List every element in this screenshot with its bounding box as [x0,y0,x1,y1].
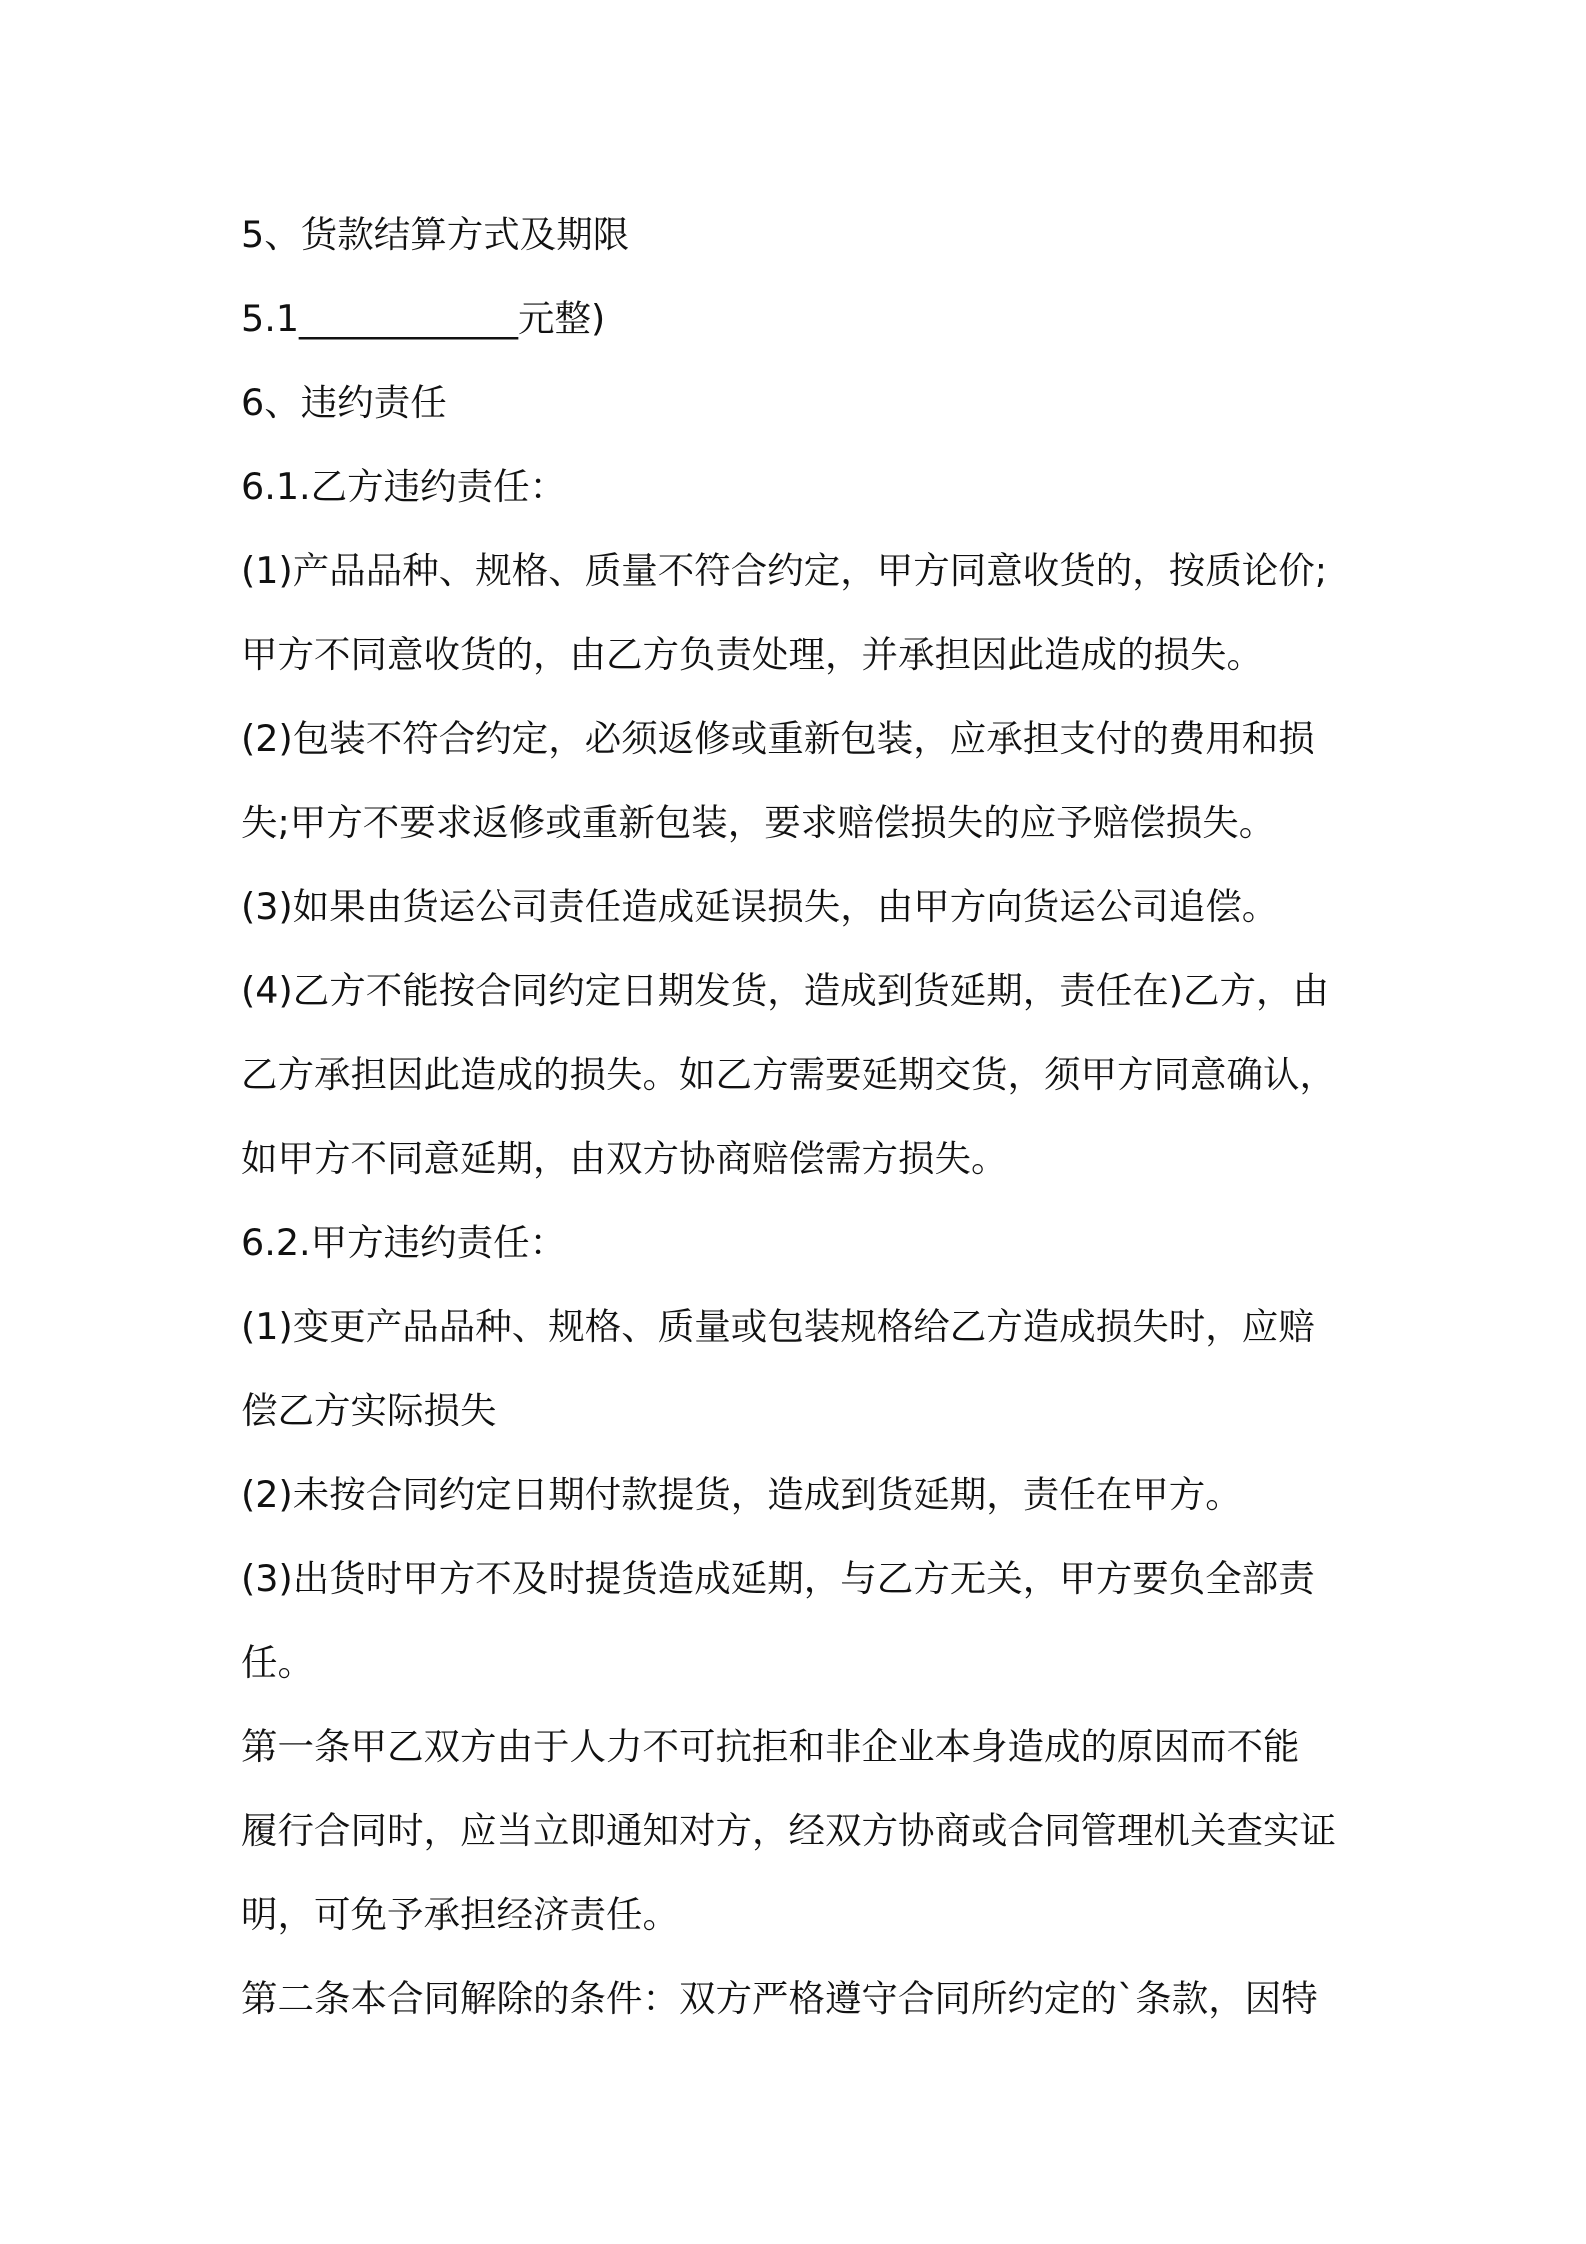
text-line: 任。 [241,1641,314,1684]
text-line: (4)乙方不能按合同约定日期发货，造成到货延期，责任在)乙方，由 [241,969,1329,1012]
section-heading-payment: 5、货款结算方式及期限 [241,213,630,256]
subsection-heading-party-b: 6.1.乙方违约责任： [241,465,567,508]
text-line: (2)包装不符合约定，必须返修或重新包装，应承担支付的费用和损 [241,717,1315,760]
text-line: 失;甲方不要求返修或重新包装，要求赔偿损失的应予赔偿损失。 [241,801,1276,844]
text-line: (3)如果由货运公司责任造成延误损失，由甲方向货运公司追偿。 [241,885,1279,928]
text-line: 偿乙方实际损失 [241,1389,497,1432]
text-line: 如甲方不同意延期，由双方协商赔偿需方损失。 [241,1137,1008,1180]
text-line: (2)未按合同约定日期付款提货，造成到货延期，责任在甲方。 [241,1473,1242,1516]
subsection-heading-party-a: 6.2.甲方违约责任： [241,1221,567,1264]
text-line: 甲方不同意收货的，由乙方负责处理，并承担因此造成的损失。 [241,633,1263,676]
article-1-line: 明，可免予承担经济责任。 [241,1893,679,1936]
clause-5-1: 5.1____________元整) [241,297,606,340]
text-line: (1)产品品种、规格、质量不符合约定，甲方同意收货的，按质论价; [241,549,1327,592]
text-line: (3)出货时甲方不及时提货造成延期，与乙方无关，甲方要负全部责 [241,1557,1315,1600]
section-heading-liability: 6、违约责任 [241,381,447,424]
text-line: (1)变更产品品种、规格、质量或包装规格给乙方造成损失时，应赔 [241,1305,1315,1348]
article-2-line: 第二条本合同解除的条件：双方严格遵守合同所约定的`条款，因特 [241,1977,1318,2020]
document-body [241,193,1361,2041]
article-1-line: 第一条甲乙双方由于人力不可抗拒和非企业本身造成的原因而不能 [241,1725,1300,1768]
text-line: 乙方承担因此造成的损失。如乙方需要延期交货，须甲方同意确认， [241,1053,1336,1096]
article-1-line: 履行合同时，应当立即通知对方，经双方协商或合同管理机关查实证 [241,1809,1336,1852]
